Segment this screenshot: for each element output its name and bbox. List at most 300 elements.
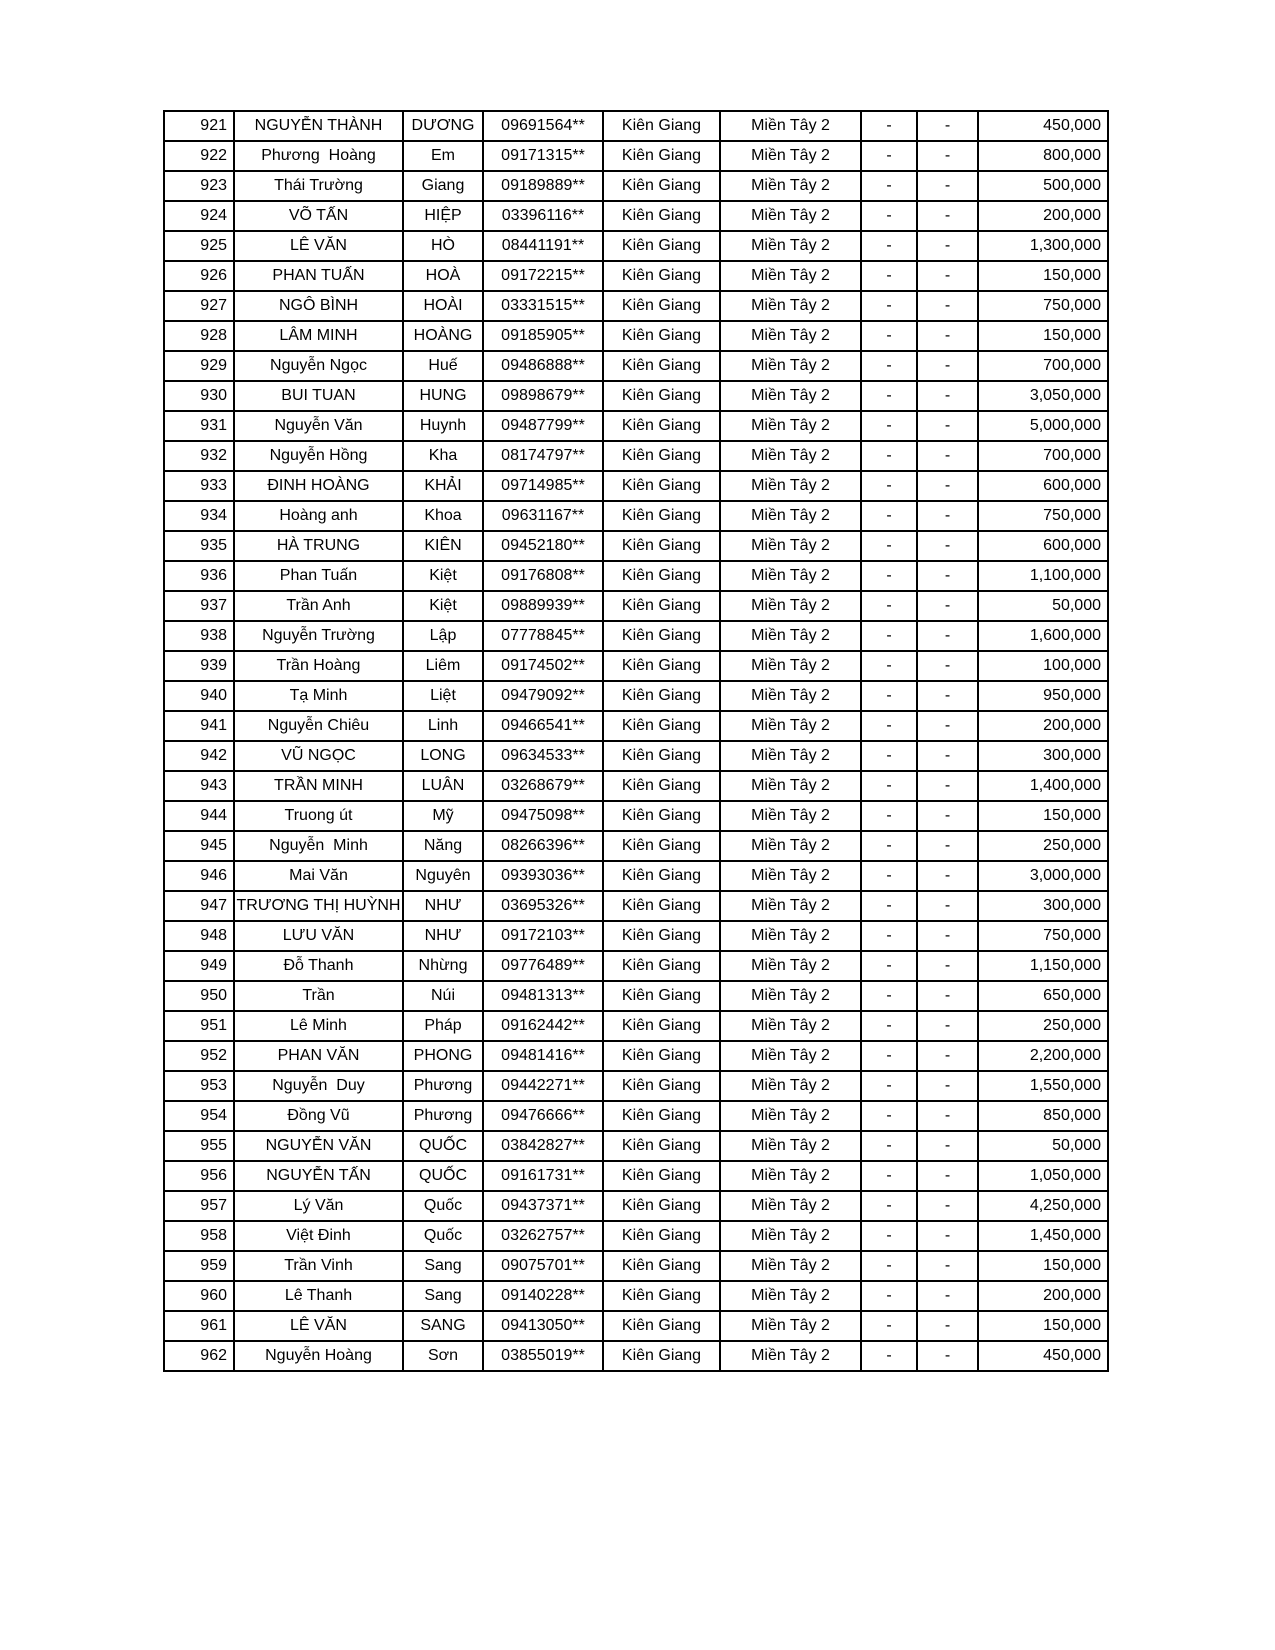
dash-cell-1: - [861,231,917,261]
last-middle-name-cell: Lê Minh [234,1011,403,1041]
province-cell: Kiên Giang [603,1161,720,1191]
amount-cell: 850,000 [978,1101,1108,1131]
amount-cell: 5,000,000 [978,411,1108,441]
dash-cell-2: - [917,531,978,561]
dash-cell-1: - [861,801,917,831]
phone-cell: 09481313** [483,981,603,1011]
province-cell: Kiên Giang [603,441,720,471]
last-middle-name-cell: NGÔ BÌNH [234,291,403,321]
dash-cell-1: - [861,651,917,681]
table-row [164,1071,1108,1101]
phone-cell: 09714985** [483,471,603,501]
phone-cell: 03855019** [483,1341,603,1371]
dash-cell-1: - [861,1101,917,1131]
stt-cell: 951 [164,1011,234,1041]
amount-cell: 300,000 [978,741,1108,771]
stt-cell: 931 [164,411,234,441]
phone-cell: 09691564** [483,111,603,141]
province-cell: Kiên Giang [603,651,720,681]
region-cell: Miền Tây 2 [720,471,861,501]
last-middle-name-cell: Trần Vinh [234,1251,403,1281]
amount-cell: 3,050,000 [978,381,1108,411]
province-cell: Kiên Giang [603,531,720,561]
stt-cell: 934 [164,501,234,531]
region-cell: Miền Tây 2 [720,711,861,741]
stt-cell: 958 [164,1221,234,1251]
phone-cell: 09466541** [483,711,603,741]
dash-cell-2: - [917,951,978,981]
region-cell: Miền Tây 2 [720,1221,861,1251]
dash-cell-1: - [861,1191,917,1221]
province-cell: Kiên Giang [603,141,720,171]
phone-cell: 09481416** [483,1041,603,1071]
region-cell: Miền Tây 2 [720,651,861,681]
first-name-cell: HÒ [403,231,483,261]
last-middle-name-cell: Nguyễn Văn [234,411,403,441]
first-name-cell: PHONG [403,1041,483,1071]
stt-cell: 945 [164,831,234,861]
region-cell: Miền Tây 2 [720,1101,861,1131]
phone-cell: 09634533** [483,741,603,771]
dash-cell-2: - [917,1071,978,1101]
stt-cell: 944 [164,801,234,831]
region-cell: Miền Tây 2 [720,801,861,831]
phone-cell: 09189889** [483,171,603,201]
dash-cell-1: - [861,621,917,651]
stt-cell: 948 [164,921,234,951]
phone-cell: 09486888** [483,351,603,381]
first-name-cell: HUNG [403,381,483,411]
province-cell: Kiên Giang [603,381,720,411]
first-name-cell: Sang [403,1281,483,1311]
region-cell: Miền Tây 2 [720,531,861,561]
phone-cell: 03268679** [483,771,603,801]
table-row [164,201,1108,231]
phone-cell: 03262757** [483,1221,603,1251]
first-name-cell: SANG [403,1311,483,1341]
dash-cell-1: - [861,171,917,201]
amount-cell: 750,000 [978,921,1108,951]
last-middle-name-cell: Phương Hoàng [234,141,403,171]
last-middle-name-cell: NGUYỄN THÀNH [234,111,403,141]
first-name-cell: Lập [403,621,483,651]
dash-cell-1: - [861,831,917,861]
table-row [164,231,1108,261]
amount-cell: 250,000 [978,831,1108,861]
phone-cell: 09442271** [483,1071,603,1101]
dash-cell-2: - [917,621,978,651]
stt-cell: 936 [164,561,234,591]
dash-cell-2: - [917,141,978,171]
first-name-cell: Quốc [403,1191,483,1221]
last-middle-name-cell: Nguyễn Hồng [234,441,403,471]
first-name-cell: Huynh [403,411,483,441]
stt-cell: 939 [164,651,234,681]
dash-cell-1: - [861,321,917,351]
dash-cell-1: - [861,1281,917,1311]
amount-cell: 500,000 [978,171,1108,201]
last-middle-name-cell: Nguyễn Duy [234,1071,403,1101]
dash-cell-2: - [917,1311,978,1341]
first-name-cell: HIỆP [403,201,483,231]
phone-cell: 09162442** [483,1011,603,1041]
phone-cell: 09631167** [483,501,603,531]
dash-cell-1: - [861,681,917,711]
phone-cell: 03842827** [483,1131,603,1161]
table-row [164,471,1108,501]
stt-cell: 960 [164,1281,234,1311]
region-cell: Miền Tây 2 [720,1071,861,1101]
region-cell: Miền Tây 2 [720,411,861,441]
region-cell: Miền Tây 2 [720,1131,861,1161]
phone-cell: 09898679** [483,381,603,411]
dash-cell-1: - [861,1161,917,1191]
last-middle-name-cell: Nguyễn Chiêu [234,711,403,741]
dash-cell-1: - [861,1131,917,1161]
phone-cell: 08266396** [483,831,603,861]
dash-cell-1: - [861,891,917,921]
dash-cell-1: - [861,441,917,471]
first-name-cell: Giang [403,171,483,201]
region-cell: Miền Tây 2 [720,951,861,981]
phone-cell: 03695326** [483,891,603,921]
first-name-cell: Mỹ [403,801,483,831]
dash-cell-1: - [861,141,917,171]
table-row [164,111,1108,141]
phone-cell: 08441191** [483,231,603,261]
table-row [164,711,1108,741]
region-cell: Miền Tây 2 [720,171,861,201]
amount-cell: 1,050,000 [978,1161,1108,1191]
dash-cell-2: - [917,981,978,1011]
stt-cell: 930 [164,381,234,411]
province-cell: Kiên Giang [603,1101,720,1131]
first-name-cell: Pháp [403,1011,483,1041]
first-name-cell: NHƯ [403,891,483,921]
table-row [164,1191,1108,1221]
amount-cell: 1,450,000 [978,1221,1108,1251]
region-cell: Miền Tây 2 [720,981,861,1011]
dash-cell-1: - [861,561,917,591]
province-cell: Kiên Giang [603,591,720,621]
amount-cell: 1,150,000 [978,951,1108,981]
province-cell: Kiên Giang [603,1041,720,1071]
province-cell: Kiên Giang [603,921,720,951]
amount-cell: 100,000 [978,651,1108,681]
first-name-cell: Liệt [403,681,483,711]
dash-cell-2: - [917,351,978,381]
amount-cell: 150,000 [978,261,1108,291]
dash-cell-2: - [917,261,978,291]
stt-cell: 956 [164,1161,234,1191]
table-row [164,1011,1108,1041]
table-row [164,951,1108,981]
amount-cell: 3,000,000 [978,861,1108,891]
table-row [164,621,1108,651]
table-body [164,111,1108,1371]
first-name-cell: DƯƠNG [403,111,483,141]
stt-cell: 946 [164,861,234,891]
dash-cell-1: - [861,591,917,621]
last-middle-name-cell: TRƯƠNG THỊ HUỲNH [234,891,403,921]
last-middle-name-cell: VŨ NGỌC [234,741,403,771]
first-name-cell: Liêm [403,651,483,681]
table-row [164,771,1108,801]
dash-cell-2: - [917,441,978,471]
first-name-cell: Sơn [403,1341,483,1371]
table-row [164,1041,1108,1071]
amount-cell: 950,000 [978,681,1108,711]
table-row [164,891,1108,921]
stt-cell: 955 [164,1131,234,1161]
phone-cell: 09171315** [483,141,603,171]
phone-cell: 09487799** [483,411,603,441]
stt-cell: 949 [164,951,234,981]
first-name-cell: Huế [403,351,483,381]
region-cell: Miền Tây 2 [720,621,861,651]
table-row [164,411,1108,441]
table-row [164,981,1108,1011]
phone-cell: 03396116** [483,201,603,231]
last-middle-name-cell: BUI TUAN [234,381,403,411]
first-name-cell: Nguyên [403,861,483,891]
dash-cell-1: - [861,381,917,411]
amount-cell: 600,000 [978,531,1108,561]
phone-cell: 09437371** [483,1191,603,1221]
province-cell: Kiên Giang [603,1011,720,1041]
phone-cell: 09075701** [483,1251,603,1281]
province-cell: Kiên Giang [603,681,720,711]
amount-cell: 300,000 [978,891,1108,921]
amount-cell: 700,000 [978,441,1108,471]
dash-cell-2: - [917,711,978,741]
last-middle-name-cell: Trần Anh [234,591,403,621]
phone-cell: 07778845** [483,621,603,651]
dash-cell-1: - [861,111,917,141]
amount-cell: 1,600,000 [978,621,1108,651]
dash-cell-1: - [861,861,917,891]
dash-cell-1: - [861,261,917,291]
first-name-cell: HOÀNG [403,321,483,351]
dash-cell-2: - [917,381,978,411]
stt-cell: 937 [164,591,234,621]
stt-cell: 943 [164,771,234,801]
amount-cell: 1,550,000 [978,1071,1108,1101]
province-cell: Kiên Giang [603,171,720,201]
first-name-cell: Phương [403,1071,483,1101]
member-list-table [163,110,1109,1372]
amount-cell: 200,000 [978,1281,1108,1311]
province-cell: Kiên Giang [603,711,720,741]
first-name-cell: Năng [403,831,483,861]
amount-cell: 250,000 [978,1011,1108,1041]
table-row [164,561,1108,591]
dash-cell-1: - [861,471,917,501]
stt-cell: 921 [164,111,234,141]
province-cell: Kiên Giang [603,561,720,591]
amount-cell: 800,000 [978,141,1108,171]
province-cell: Kiên Giang [603,1191,720,1221]
amount-cell: 600,000 [978,471,1108,501]
amount-cell: 150,000 [978,801,1108,831]
amount-cell: 200,000 [978,201,1108,231]
province-cell: Kiên Giang [603,801,720,831]
region-cell: Miền Tây 2 [720,1011,861,1041]
region-cell: Miền Tây 2 [720,921,861,951]
dash-cell-1: - [861,951,917,981]
last-middle-name-cell: Đồng Vũ [234,1101,403,1131]
phone-cell: 09475098** [483,801,603,831]
province-cell: Kiên Giang [603,501,720,531]
last-middle-name-cell: Việt Đinh [234,1221,403,1251]
stt-cell: 928 [164,321,234,351]
phone-cell: 09889939** [483,591,603,621]
region-cell: Miền Tây 2 [720,141,861,171]
province-cell: Kiên Giang [603,201,720,231]
first-name-cell: Kiệt [403,591,483,621]
last-middle-name-cell: Đỗ Thanh [234,951,403,981]
region-cell: Miền Tây 2 [720,381,861,411]
province-cell: Kiên Giang [603,291,720,321]
province-cell: Kiên Giang [603,951,720,981]
table-row [164,1341,1108,1371]
province-cell: Kiên Giang [603,981,720,1011]
table-row [164,171,1108,201]
last-middle-name-cell: PHAN TUẤN [234,261,403,291]
region-cell: Miền Tây 2 [720,861,861,891]
dash-cell-1: - [861,1311,917,1341]
amount-cell: 50,000 [978,1131,1108,1161]
phone-cell: 03331515** [483,291,603,321]
amount-cell: 1,100,000 [978,561,1108,591]
dash-cell-2: - [917,1221,978,1251]
dash-cell-2: - [917,561,978,591]
dash-cell-2: - [917,171,978,201]
dash-cell-2: - [917,891,978,921]
dash-cell-2: - [917,591,978,621]
dash-cell-2: - [917,741,978,771]
stt-cell: 938 [164,621,234,651]
first-name-cell: Kha [403,441,483,471]
dash-cell-1: - [861,351,917,381]
amount-cell: 150,000 [978,321,1108,351]
region-cell: Miền Tây 2 [720,231,861,261]
table-row [164,1251,1108,1281]
dash-cell-2: - [917,1161,978,1191]
region-cell: Miền Tây 2 [720,591,861,621]
dash-cell-2: - [917,1011,978,1041]
table-row [164,741,1108,771]
dash-cell-2: - [917,1281,978,1311]
phone-cell: 09176808** [483,561,603,591]
stt-cell: 952 [164,1041,234,1071]
dash-cell-2: - [917,1341,978,1371]
dash-cell-1: - [861,1251,917,1281]
province-cell: Kiên Giang [603,1281,720,1311]
province-cell: Kiên Giang [603,771,720,801]
table-row [164,291,1108,321]
phone-cell: 09172103** [483,921,603,951]
dash-cell-2: - [917,1191,978,1221]
dash-cell-2: - [917,501,978,531]
last-middle-name-cell: VÕ TẤN [234,201,403,231]
first-name-cell: QUỐC [403,1161,483,1191]
first-name-cell: Em [403,141,483,171]
first-name-cell: Quốc [403,1221,483,1251]
dash-cell-2: - [917,1041,978,1071]
first-name-cell: HOÀI [403,291,483,321]
first-name-cell: Nhừng [403,951,483,981]
first-name-cell: QUỐC [403,1131,483,1161]
region-cell: Miền Tây 2 [720,561,861,591]
dash-cell-1: - [861,741,917,771]
dash-cell-2: - [917,771,978,801]
region-cell: Miền Tây 2 [720,351,861,381]
table-row [164,261,1108,291]
table-row [164,531,1108,561]
dash-cell-2: - [917,681,978,711]
dash-cell-1: - [861,921,917,951]
last-middle-name-cell: Nguyễn Trường [234,621,403,651]
last-middle-name-cell: Nguyễn Hoàng [234,1341,403,1371]
province-cell: Kiên Giang [603,891,720,921]
table-row [164,921,1108,951]
province-cell: Kiên Giang [603,1131,720,1161]
dash-cell-2: - [917,651,978,681]
amount-cell: 450,000 [978,1341,1108,1371]
dash-cell-1: - [861,411,917,441]
first-name-cell: LUÂN [403,771,483,801]
amount-cell: 1,300,000 [978,231,1108,261]
stt-cell: 961 [164,1311,234,1341]
table-row [164,681,1108,711]
phone-cell: 09161731** [483,1161,603,1191]
amount-cell: 650,000 [978,981,1108,1011]
dash-cell-1: - [861,1011,917,1041]
region-cell: Miền Tây 2 [720,441,861,471]
amount-cell: 2,200,000 [978,1041,1108,1071]
province-cell: Kiên Giang [603,1071,720,1101]
dash-cell-2: - [917,831,978,861]
last-middle-name-cell: Nguyễn Ngọc [234,351,403,381]
region-cell: Miền Tây 2 [720,201,861,231]
province-cell: Kiên Giang [603,741,720,771]
dash-cell-2: - [917,321,978,351]
amount-cell: 200,000 [978,711,1108,741]
table-row [164,651,1108,681]
amount-cell: 1,400,000 [978,771,1108,801]
province-cell: Kiên Giang [603,231,720,261]
stt-cell: 929 [164,351,234,381]
stt-cell: 935 [164,531,234,561]
amount-cell: 50,000 [978,591,1108,621]
province-cell: Kiên Giang [603,621,720,651]
province-cell: Kiên Giang [603,831,720,861]
region-cell: Miền Tây 2 [720,831,861,861]
region-cell: Miền Tây 2 [720,1251,861,1281]
last-middle-name-cell: PHAN VĂN [234,1041,403,1071]
first-name-cell: Núi [403,981,483,1011]
table-row [164,831,1108,861]
dash-cell-1: - [861,1221,917,1251]
dash-cell-1: - [861,981,917,1011]
amount-cell: 4,250,000 [978,1191,1108,1221]
dash-cell-2: - [917,471,978,501]
last-middle-name-cell: Lê Thanh [234,1281,403,1311]
last-middle-name-cell: NGUYỄN VĂN [234,1131,403,1161]
phone-cell: 08174797** [483,441,603,471]
dash-cell-1: - [861,291,917,321]
